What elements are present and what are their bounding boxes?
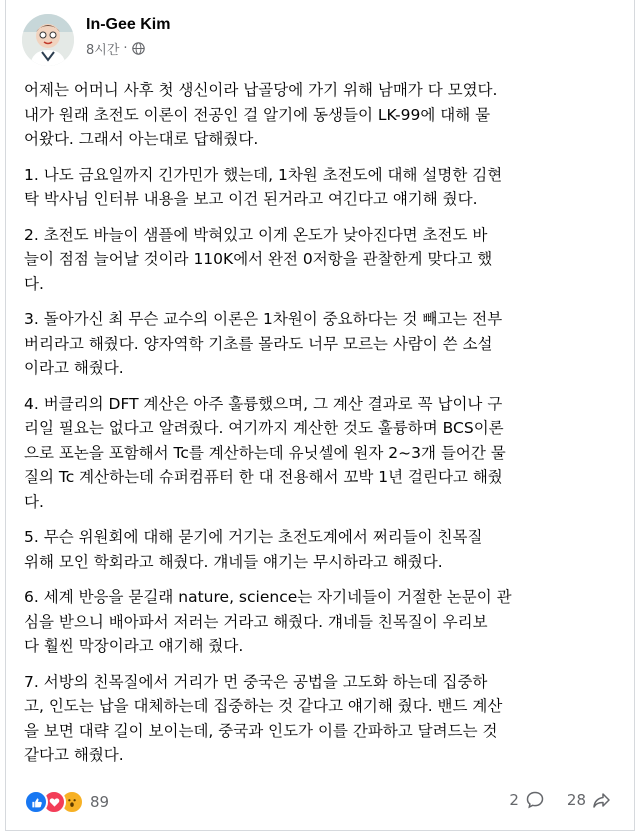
post-text-line: 같다고 해줬다.: [24, 746, 124, 764]
post-paragraph: [24, 307, 620, 381]
shares-button[interactable]: [567, 790, 612, 810]
post-text-line: 1. 나도 금요일까지 긴가민가 했는데, 1차원 초전도에 대해 설명한 김현: [24, 165, 503, 184]
post-paragraph: [24, 78, 620, 152]
post-text-line: 6. 세계 반응을 묻길래 nature, science는 자기네들이 거절한 논문이 관: [24, 588, 512, 606]
post-text-line: 버리라고 해줬다. 양자역학 기초를 몰라도 너무 모르는 사람이 쓴 소설: [24, 334, 493, 353]
post-body: [24, 78, 620, 779]
engagement-stats: [487, 790, 612, 810]
post-text-line: 5. 무슨 위원회에 대해 묻기에 거기는 초전도계에서 쩌리들이 친목질: [24, 528, 483, 546]
comment-icon: [525, 790, 545, 810]
post-text-line: 7. 서방의 친목질에서 거리가 먼 중국은 공법을 고도화 하는데 집중하: [24, 672, 488, 691]
post-text-line: 2. 초전도 바늘이 샘플에 박혀있고 이게 온도가 낮아진다면 초전도 바: [24, 225, 488, 244]
post-paragraph: [24, 223, 620, 297]
reactions-summary[interactable]: [24, 790, 109, 814]
post-text-line: 위해 모인 학회라고 해줬다. 걔네들 얘기는 무시하라고 해줬다.: [24, 552, 443, 571]
globe-icon[interactable]: [132, 42, 145, 55]
post-paragraph: [24, 163, 620, 212]
post-text-line: 고, 인도는 납을 대체하는데 집중하는 것 같다고 얘기해 줬다. 밴드 계산: [24, 697, 503, 715]
post-text-line: 다.: [24, 492, 44, 511]
post-paragraph: [24, 392, 620, 515]
post-text-line: 을 보면 대략 길이 보이는데, 중국과 인도가 이를 간파하고 달려드는 것: [24, 721, 498, 740]
post-text-line: 4. 버클리의 DFT 계산은 아주 훌륭했으며, 그 계산 결과로 꼭 납이나 구: [24, 394, 503, 413]
post-text-line: 3. 돌아가신 최 무슨 교수의 이론은 1차원이 중요하다는 것 빼고는 전부: [24, 310, 503, 328]
post-text-line: 으로 포논을 포함해서 Tc를 계산하는데 유닛셀에 원자 2~3개 들어간 물: [24, 443, 506, 462]
post-paragraph: [24, 670, 620, 768]
post-paragraph: [24, 585, 620, 659]
like-icon: [24, 790, 48, 814]
share-icon: [592, 790, 612, 810]
post-text-line: 리일 필요는 없다고 알려줬다. 여기까지 계산한 것도 훌륭하며 BCS이론: [24, 419, 504, 437]
reactions-count: 89: [90, 793, 110, 811]
post-text-line: 탁 박사님 인터뷰 내용을 보고 이건 된거라고 여긴다고 얘기해 줬다.: [24, 190, 478, 208]
post-paragraph: [24, 525, 620, 574]
shares-count: 28: [566, 791, 586, 809]
post-text-line: 다.: [24, 274, 44, 293]
avatar[interactable]: [22, 14, 74, 66]
post-text-line: 이라고 해줬다.: [24, 359, 124, 377]
post-text-line: 내가 원래 초전도 이론이 전공인 걸 알기에 동생들이 LK-99에 대해 물: [24, 105, 491, 124]
post-text-line: 어왔다. 그래서 아는대로 답해줬다.: [24, 130, 259, 148]
post-meta: [86, 39, 145, 58]
post-footer: [24, 786, 620, 822]
comments-button[interactable]: [509, 790, 545, 810]
author-name[interactable]: In-Gee Kim: [86, 16, 171, 33]
post-text-line: 질의 Tc 계산하는데 슈퍼컴퓨터 한 대 전용해서 꼬박 1년 걸린다고 해줬: [24, 468, 503, 486]
meta-separator: ·: [123, 41, 128, 56]
post-text-line: 심을 받으니 배아파서 저러는 거라고 해줬다. 걔네들 친목질이 우리보: [24, 612, 488, 631]
comments-count: 2: [509, 791, 519, 809]
post-time[interactable]: 8시간: [86, 43, 120, 58]
post-text-line: 다 훨씬 막장이라고 얘기해 줬다.: [24, 637, 244, 655]
post-text-line: 어제는 어머니 사후 첫 생신이라 납골당에 가기 위해 남매가 다 모였다.: [24, 81, 498, 99]
post-text-line: 늘이 점점 늘어날 것이라 110K에서 완전 0저항을 관찰한게 맞다고 했: [24, 250, 493, 268]
